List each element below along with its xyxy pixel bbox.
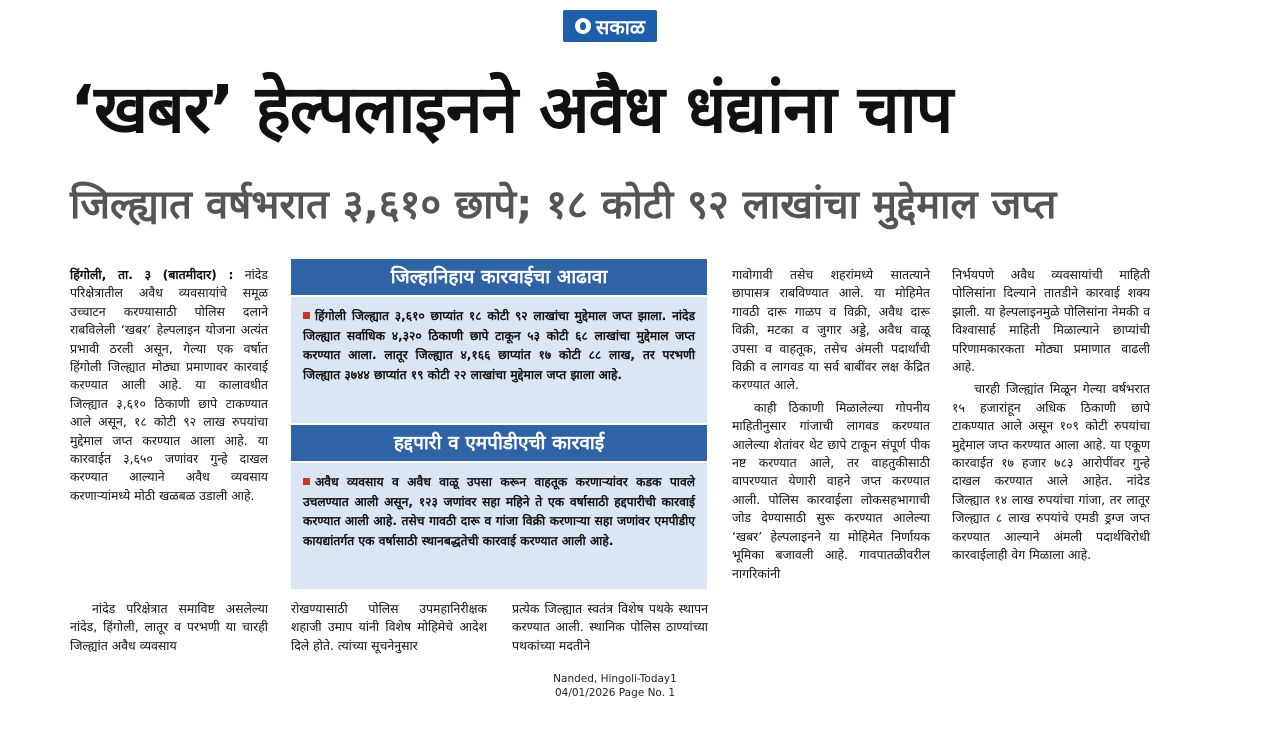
- square-bullet-icon: [303, 478, 310, 485]
- box-mpda-body: [291, 463, 707, 589]
- paragraph-1: नांदेड परिक्षेत्रातील अवैध व्यवसायांचे समूळ उच्चाटन करण्यासाठी पोलिस दलाने राबविलेली ‘खबर’ हेल्पलाइन योजना अत्यंत प्रभावी ठरली असून, गेल्या एक वर्षात हिंगोली जिल्ह्यात मोठ्या प्रमाणावर कारवाई करण्यात आली आहे. या कालावधीत जिल्ह्यात ३,६१० ठिकाणी छापे टाकण्यात आले असून, १८ कोटी ९२ लाख रुपयांचा मुद्देमाल जप्त करण्यात आला आहे. या कारवाईत ३,६५० जणांवर गुन्हे दाखल करण्यात आल्याने अवैध व्यवसाय करणाऱ्यांमध्ये मोठी खळबळ उडाली आहे.: [70, 267, 268, 503]
- article-column-1: [70, 266, 268, 596]
- masthead-brand: सकाळ: [595, 14, 646, 39]
- footer-date-page: 04/01/2026 Page No. 1: [554, 687, 676, 699]
- article-column-2: [291, 600, 487, 664]
- box-district-heading: जिल्हानिहाय कारवाईचा आढावा: [291, 259, 707, 295]
- paragraph-7: निर्भयपणे अवैध व्यवसायांची माहिती पोलिसांना दिल्याने तातडीने कारवाई शक्य झाली. या हेल्पलाइनमुळे पोलिसांना नेमकी व विश्वासार्ह माहिती मिळाल्याने छाप्यांची परिणामकारकता मोठ्या प्रमाणात वाढली आहे.: [952, 267, 1150, 375]
- article-column-4: [732, 266, 930, 666]
- paragraph-8: चारही जिल्ह्यांत मिळून गेल्या वर्षभरात १५ हजारांहून अधिक ठिकाणी छापे टाकण्यात आले असून १०९ कोटी रुपयांचा मुद्देमाल जप्त करण्यात आला आहे. या एकूण कारवाईत १७ हजार ७८३ आरोपींवर गुन्हे दाखल करण्यात आले आहेत. नांदेड जिल्ह्यात १४ लाख रुपयांचा गांजा, तर लातूर जिल्ह्यात ८ लाख रुपयांचे एमडी ड्रग्ज जप्त करण्यात आल्याने अंमली पदार्थविरोधी कारवाईलाही वेग मिळाला आहे.: [952, 381, 1150, 563]
- box-mpda-heading: हद्दपारी व एमपीडीएची कारवाई: [291, 425, 707, 461]
- headline: ‘खबर’ हेल्पलाइनने अवैध धंद्यांना चाप: [70, 71, 953, 148]
- footer-edition: Nanded, Hingoli-Today1: [553, 673, 677, 685]
- paragraph-6: काही ठिकाणी मिळालेल्या गोपनीय माहितीनुसार गांजाची लागवड करण्यात आलेल्या शेतांवर थेट छापे टाकून संपूर्ण पीक नष्ट करण्यात आले, तर वाहतुकीसाठी वापरण्यात येणारी वाहने जप्त करण्यात आली. पोलिस कारवाईला लोकसहभागाची जोड देण्यासाठी सुरू करण्यात आलेल्या ‘खबर’ हेल्पलाइनने या मोहिमेत निर्णायक भूमिका बजावली आहे. गावपातळीवरील नागरिकांनी: [732, 399, 930, 581]
- page-footer: [520, 672, 710, 704]
- box-district-body: [291, 297, 707, 423]
- box-district-text: हिंगोली जिल्ह्यात ३,६१० छाप्यांत १८ कोटी ९२ लाखांचा मुद्देमाल जप्त झाला. नांदेड जिल्ह्यात सर्वाधिक ४,३२० ठिकाणी छापे टाकून ५३ कोटी ६८ लाखांचा मुद्देमाल जप्त करण्यात आला. लातूर जिल्ह्यात ४,१६६ छाप्यांत १७ कोटी ८८ लाख, तर परभणी जिल्ह्यात ३७४४ छाप्यांत १९ कोटी २२ लाखांचा मुद्देमाल जप्त झाला आहे.: [303, 309, 695, 382]
- paragraph-5: गावोगावी तसेच शहरांमध्ये सातत्याने छापासत्र राबविण्यात आले. या मोहिमेत गावठी दारू गाळप व विक्री, अवैध दारू विक्री, मटका व जुगार अड्डे, अवैध वाळू उपसा व वाहतूक, तसेच अंमली पदार्थांची विक्री व लागवड या सर्व बाबींवर लक्ष केंद्रित करण्यात आले.: [732, 267, 930, 393]
- paragraph-4: प्रत्येक जिल्ह्यात स्वतंत्र विशेष पथके स्थापन करण्यात आली. स्थानिक पोलिस ठाण्यांच्या पथकांच्या मदतीने: [512, 601, 708, 653]
- masthead-logo: [563, 10, 657, 42]
- article-column-3: [512, 600, 708, 664]
- paragraph-3: रोखण्यासाठी पोलिस उपमहानिरीक्षक शहाजी उमाप यांनी विशेष मोहिमेचे आदेश दिले होते. त्यांच्या सूचनेनुसार: [291, 601, 487, 653]
- article-column-5: [952, 266, 1150, 666]
- square-bullet-icon: [303, 312, 310, 319]
- logo-drop-icon: [575, 18, 591, 34]
- article-column-1-continued: [70, 600, 268, 664]
- subheadline: जिल्ह्यात वर्षभरात ३,६१० छापे; १८ कोटी ९२ लाखांचा मुद्देमाल जप्त: [70, 182, 1057, 228]
- dateline: हिंगोली, ता. ३ (बातमीदार) :: [70, 267, 234, 282]
- box-mpda-text: अवैध व्यवसाय व अवैध वाळू उपसा करून वाहतूक करणाऱ्यांवर कडक पावले उचलण्यात आली असून, १२३ जणांवर सहा महिने ते एक वर्षासाठी हद्दपारीची कारवाई करण्यात आली आहे. तसेच गावठी दारू व गांजा विक्री करणाऱ्या सहा जणांवर एमपीडीए कायद्यांतर्गत एक वर्षासाठी स्थानबद्धतेची कारवाई करण्यात आली आहे.: [303, 475, 695, 548]
- paragraph-2: नांदेड परिक्षेत्रात समाविष्ट असलेल्या नांदेड, हिंगोली, लातूर व परभणी या चारही जिल्ह्यांत अवैध व्यवसाय: [70, 601, 268, 653]
